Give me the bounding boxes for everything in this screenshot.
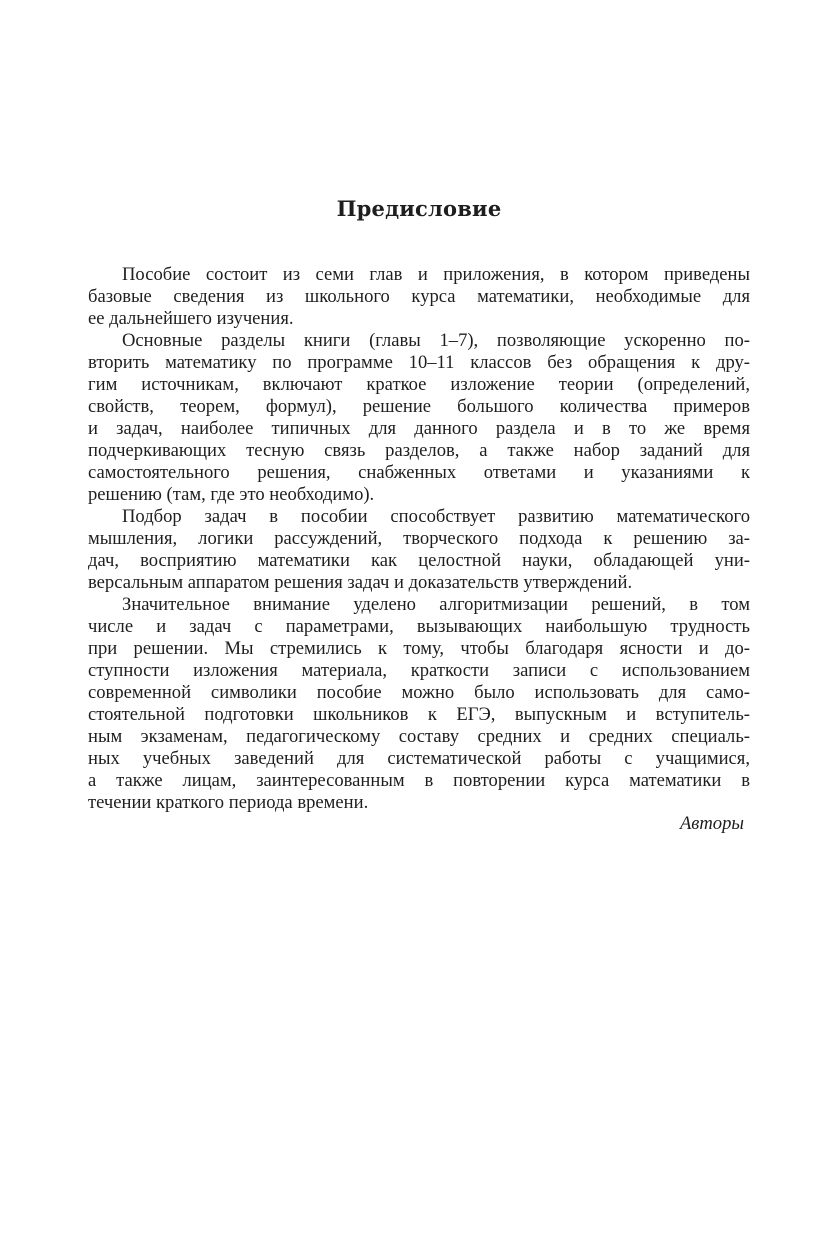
text-line: дач, восприятию математики как целостной науки, обладающей уни- — [88, 550, 750, 571]
paragraph — [88, 330, 750, 506]
paragraph — [88, 594, 750, 814]
text-line: Значительное внимание уделено алгоритмизации решений, в том — [122, 594, 750, 615]
text-line: самостоятельного решения, снабженных ответами и указаниями к — [88, 462, 750, 483]
text-line: при решении. Мы стремились к тому, чтобы благодаря ясности и до- — [88, 638, 750, 659]
text-line: ступности изложения материала, краткости записи с использованием — [88, 660, 750, 681]
paragraph — [88, 506, 750, 594]
text-line: подчеркивающих тесную связь разделов, а также набор заданий для — [88, 440, 750, 461]
text-line: числе и задач с параметрами, вызывающих наибольшую трудность — [88, 616, 750, 637]
text-line: свойств, теорем, формул), решение большого количества примеров — [88, 396, 750, 417]
text-line: современной символики пособие можно было использовать для само- — [88, 682, 750, 703]
page-title: Предисловие — [336, 196, 502, 221]
preface-body — [88, 264, 750, 814]
text-line: течении краткого периода времени. — [88, 792, 369, 813]
text-line: Подбор задач в пособии способствует развитию математического — [122, 506, 750, 527]
text-line: и задач, наиболее типичных для данного раздела и в то же время — [88, 418, 750, 439]
text-line: гим источникам, включают краткое изложение теории (определений, — [88, 374, 750, 395]
text-line: версальным аппаратом решения задач и доказательств утверждений. — [88, 572, 633, 593]
paragraph — [88, 264, 750, 330]
signature: Авторы — [679, 813, 744, 834]
text-line: базовые сведения из школьного курса математики, необходимые для — [88, 286, 750, 307]
text-line: а также лицам, заинтересованным в повторении курса математики в — [88, 770, 750, 791]
text-line: Основные разделы книги (главы 1–7), позволяющие ускоренно по- — [122, 330, 750, 351]
text-line: ее дальнейшего изучения. — [88, 308, 294, 329]
text-line: ных учебных заведений для систематической работы с учащимися, — [88, 748, 750, 769]
text-line: вторить математику по программе 10–11 классов без обращения к дру- — [88, 352, 750, 373]
text-line: мышления, логики рассуждений, творческого подхода к решению за- — [88, 528, 750, 549]
text-line: ным экзаменам, педагогическому составу средних и средних специаль- — [88, 726, 750, 747]
text-line: Пособие состоит из семи глав и приложения, в котором приведены — [122, 264, 750, 285]
text-line: стоятельной подготовки школьников к ЕГЭ, выпускным и вступитель- — [88, 704, 750, 725]
text-line: решению (там, где это необходимо). — [88, 484, 375, 505]
